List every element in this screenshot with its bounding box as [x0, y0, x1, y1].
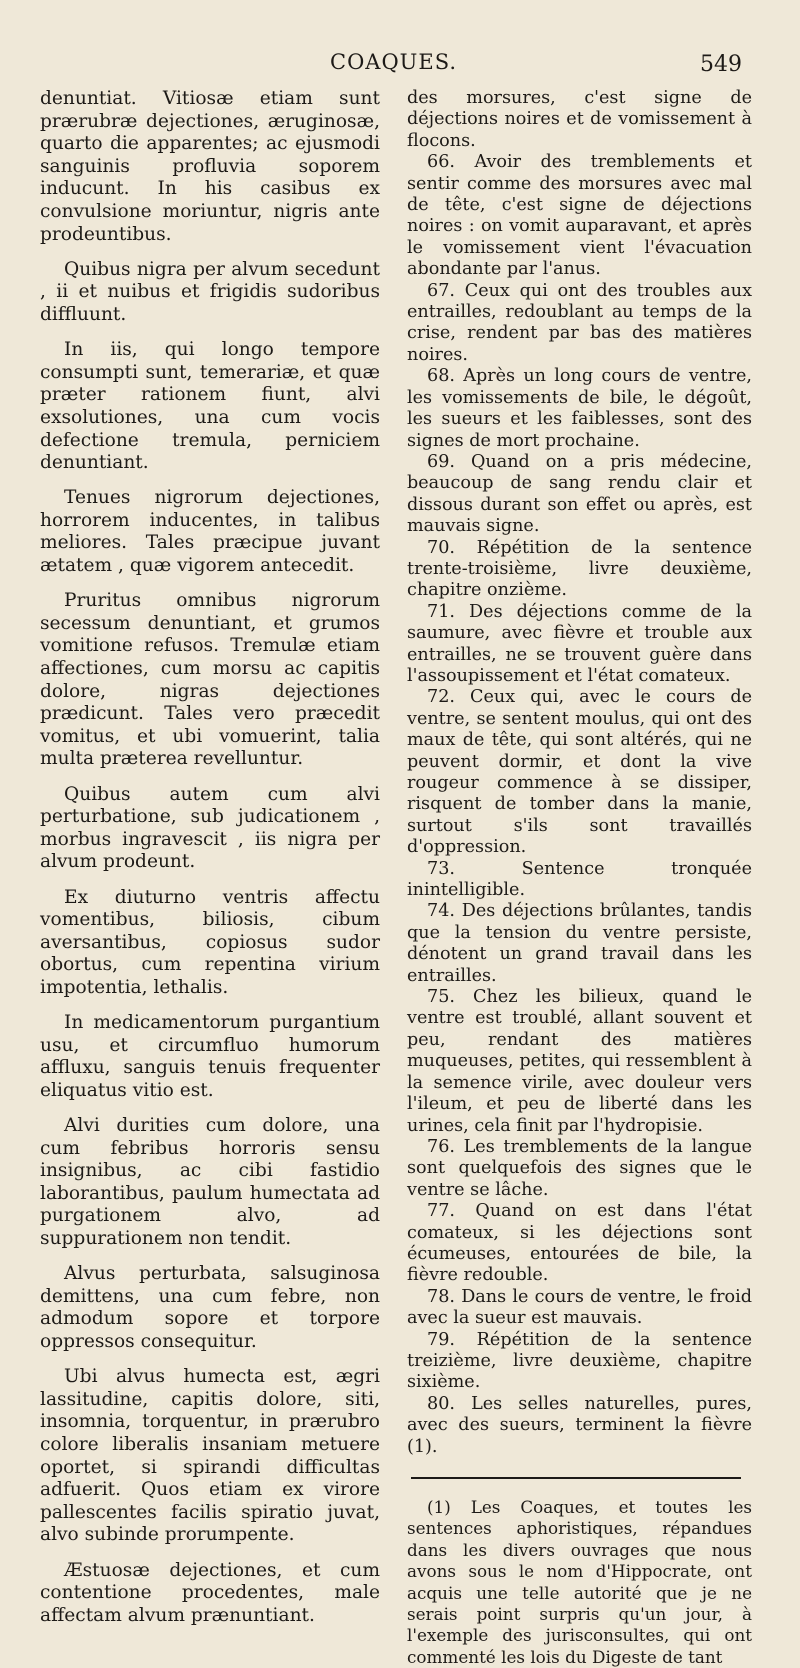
- latin-paragraph: Quibus nigra per alvum secedunt , ii et nuibus et frigidis sudoribus diffluunt.: [40, 258, 380, 325]
- french-paragraph: 79. Répétition de la sentence treizième, livre deuxième, chapitre sixième.: [407, 1329, 752, 1393]
- latin-paragraph: Æstuosæ dejectiones, et cum contentione procedentes, male affectam alvum prænuntiant.: [40, 1559, 380, 1626]
- french-paragraph: 67. Ceux qui ont des troubles aux entrailles, redoublant au temps de la crise, rendent par bas des matières noires.: [407, 280, 752, 365]
- running-title: COAQUES.: [330, 50, 458, 74]
- french-paragraph: 78. Dans le cours de ventre, le froid avec la sueur est mauvais.: [407, 1286, 752, 1329]
- latin-paragraph: Pruritus omnibus nigrorum secessum denuntiant, et grumos vomitione refusos. Tremulæ etiam affectiones, cum morsu ac capitis dolore, nigras dejectiones prædicunt. Tales vero præcedit vomitus, et ubi vomuerint, talia multa præterea revelluntur.: [40, 590, 380, 770]
- french-paragraph: 74. Des déjections brûlantes, tandis que la tension du ventre persiste, dénotent un grand travail dans les entrailles.: [407, 901, 752, 986]
- latin-paragraph: Ubi alvus humecta est, ægri lassitudine, capitis dolore, siti, insomnia, torquentur, in prærubro colore liberalis insaniam metuere oportet, si spirandi difficultas adfuerit. Quos etiam ex virore pallescentes facilis spiratio juvat, alvo subinde prorumpente.: [40, 1366, 380, 1546]
- latin-paragraph: Tenues nigrorum dejectiones, horrorem inducentes, in talibus meliores. Tales præcipue juvant ætatem , quæ vigorem antecedit.: [40, 487, 380, 577]
- latin-text-column: [40, 88, 380, 1640]
- french-paragraph: 72. Ceux qui, avec le cours de ventre, se sentent moulus, qui ont des maux de tête, qui sont altérés, qui ne peuvent dormir, et dont la vive rougeur commence à se dissiper, risquent de tomber dans la manie, surtout s'ils sont travaillés d'oppression.: [407, 687, 752, 858]
- latin-paragraph: Ex diuturno ventris affectu vomentibus, biliosis, cibum aversantibus, copiosus sudor obortus, cum repentina virium impotentia, lethalis.: [40, 886, 380, 998]
- french-paragraph: 76. Les tremblements de la langue sont quelquefois des signes que le ventre se lâche.: [407, 1136, 752, 1200]
- french-paragraph: 77. Quand on est dans l'état comateux, si les déjections sont écumeuses, entourées de bile, la fièvre redouble.: [407, 1201, 752, 1286]
- footnote-rule: [411, 1477, 741, 1479]
- latin-paragraph: Alvi durities cum dolore, una cum febribus horroris sensu insignibus, ac cibi fastidio laborantibus, paulum humectata ad purgationem alvo, ad suppurationem non tendit.: [40, 1115, 380, 1250]
- french-text-column: [407, 88, 752, 1668]
- latin-paragraph: In medicamentorum purgantium usu, et circumfluo humorum affluxu, sanguis tenuis frequenter eliquatus vitio est.: [40, 1012, 380, 1101]
- french-paragraph: 80. Les selles naturelles, pures, avec des sueurs, terminent la fièvre (1).: [407, 1393, 752, 1457]
- french-paragraph: 75. Chez les bilieux, quand le ventre est troublé, allant souvent et peu, rendant des matières muqueuses, petites, qui ressemblent à la semence virile, avec douleur vers l'ileum, et peu de liberté dans les urines, cela finit par l'hydropisie.: [407, 987, 752, 1136]
- footnote: (1) Les Coaques, et toutes les sentences aphoristiques, répandues dans les divers ouvrages que nous avons sous le nom d'Hippocrate, ont acquis une telle autorité que je ne serais point surpris qu'un jour, à l'exemple des jurisconsultes, qui ont commenté les lois du Digeste de tant: [407, 1497, 752, 1667]
- french-paragraph: 70. Répétition de la sentence trente-troisième, livre deuxième, chapitre onzième.: [407, 537, 752, 601]
- latin-paragraph: In iis, qui longo tempore consumpti sunt, temerariæ, et quæ præter rationem fiunt, alvi exsolutiones, una cum vocis defectione tremula, perniciem denuntiant.: [40, 339, 380, 474]
- french-paragraph: 71. Des déjections comme de la saumure, avec fièvre et trouble aux entrailles, ne se trouvent guère dans l'assoupissement et l'état comateux.: [407, 601, 752, 686]
- french-paragraph: 69. Quand on a pris médecine, beaucoup de sang rendu clair et dissous durant son effet ou après, est mauvais signe.: [407, 451, 752, 537]
- french-paragraph: 68. Après un long cours de ventre, les vomissements de bile, le dégoût, les sueurs et les faiblesses, sont des signes de mort prochaine.: [407, 366, 752, 451]
- latin-paragraph: Quibus autem cum alvi perturbatione, sub judicationem , morbus ingravescit , iis nigra per alvum prodeunt.: [40, 783, 380, 873]
- french-paragraph: 73. Sentence tronquée inintelligible.: [407, 858, 752, 901]
- latin-paragraph: denuntiat. Vitiosæ etiam sunt prærubræ dejectiones, æruginosæ, quarto die apparentes; ac ejusmodi sanguinis profluvia soporem inducunt. In his casibus ex convulsione moriuntur, nigris ante prodeuntibus.: [40, 88, 380, 245]
- french-paragraph: des morsures, c'est signe de déjections noires et de vomissement à flocons.: [407, 88, 752, 151]
- page-number: 549: [700, 52, 742, 77]
- french-paragraph: 66. Avoir des tremblements et sentir comme des morsures avec mal de tête, c'est signe de déjections noires : on vomit auparavant, et après le vomissement vient l'évacuation abondante par l'anus.: [407, 152, 752, 280]
- latin-paragraph: Alvus perturbata, salsuginosa demittens, una cum febre, non admodum sopore et torpore oppressos consequitur.: [40, 1263, 380, 1353]
